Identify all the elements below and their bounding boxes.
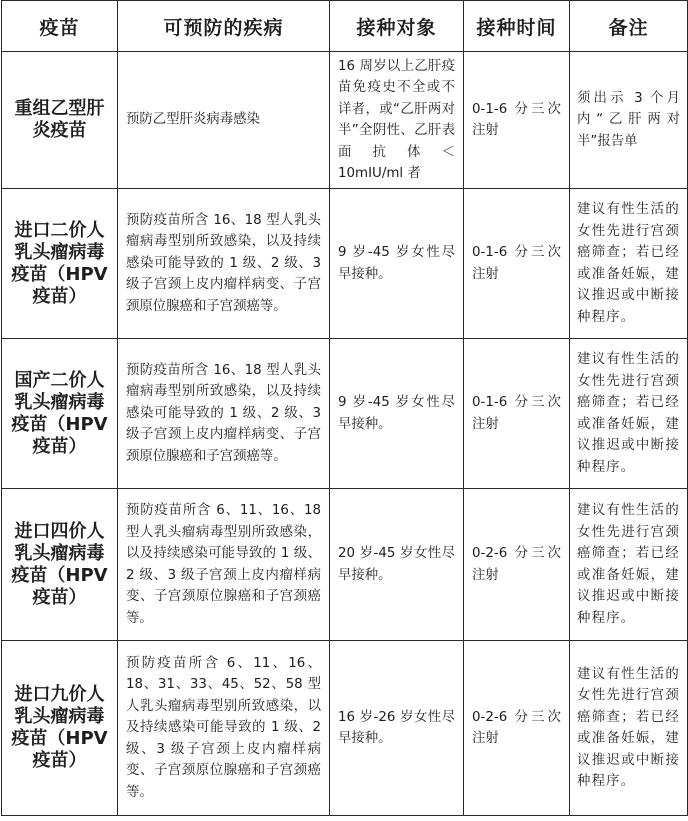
header-vaccine: 疫苗	[2, 1, 118, 52]
vaccine-name-cell: 重组乙型肝炎疫苗	[2, 52, 118, 189]
target-cell: 9 岁-45 岁女性尽早接种。	[330, 189, 464, 339]
table-row	[2, 489, 688, 641]
target-cell: 16 岁-26 岁女性尽早接种。	[330, 641, 464, 816]
note-cell: 建议有性生活的女性先进行宫颈癌筛查；若已经或准备妊娠，建议推迟或中断接种程序。	[570, 339, 688, 489]
note-cell: 须出示 3 个月内“乙肝两对半”报告单	[570, 52, 688, 189]
note-cell: 建议有性生活的女性先进行宫颈癌筛查；若已经或准备妊娠，建议推迟或中断接种程序。	[570, 641, 688, 816]
schedule-cell: 0-1-6 分三次注射	[464, 189, 570, 339]
table-header	[2, 1, 688, 52]
disease-cell: 预防疫苗所含 16、18 型人乳头瘤病毒型别所致感染，以及持续感染可能导致的 1 级、2 级、3 级子宫颈上皮内瘤样病变、子宫颈原位腺癌和子宫颈癌等。	[118, 339, 330, 489]
note-cell: 建议有性生活的女性先进行宫颈癌筛查；若已经或准备妊娠，建议推迟或中断接种程序。	[570, 489, 688, 641]
disease-cell: 预防疫苗所含 6、11、16、18 型人乳头瘤病毒型别所致感染，以及持续感染可能导致的 1 级、2 级、3 级子宫颈上皮内瘤样病变、子宫颈原位腺癌和子宫颈癌等。	[118, 489, 330, 641]
note-cell: 建议有性生活的女性先进行宫颈癌筛查；若已经或准备妊娠，建议推迟或中断接种程序。	[570, 189, 688, 339]
disease-cell: 预防乙型肝炎病毒感染	[118, 52, 330, 189]
header-schedule: 接种时间	[464, 1, 570, 52]
table-row	[2, 339, 688, 489]
vaccine-name-cell: 国产二价人乳头瘤病毒疫苗（HPV 疫苗）	[2, 339, 118, 489]
header-target: 接种对象	[330, 1, 464, 52]
schedule-cell: 0-2-6 分三次注射	[464, 489, 570, 641]
schedule-cell: 0-1-6 分三次注射	[464, 52, 570, 189]
schedule-cell: 0-1-6 分三次注射	[464, 339, 570, 489]
table-body	[2, 52, 688, 816]
header-disease: 可预防的疾病	[118, 1, 330, 52]
header-note: 备注	[570, 1, 688, 52]
target-cell: 20 岁-45 岁女性尽早接种。	[330, 489, 464, 641]
vaccine-name-cell: 进口四价人乳头瘤病毒疫苗（HPV 疫苗）	[2, 489, 118, 641]
table-row	[2, 52, 688, 189]
disease-cell: 预防疫苗所含 6、11、16、18、31、33、45、52、58 型人乳头瘤病毒型别所致感染，以及持续感染可能导致的 1 级、2 级、3 级子宫颈上皮内瘤样病变、子宫颈原位腺癌和子宫颈癌等。	[118, 641, 330, 816]
schedule-cell: 0-2-6 分三次注射	[464, 641, 570, 816]
target-cell: 16 周岁以上乙肝疫苗免疫史不全或不详者，或“乙肝两对半”全阴性、乙肝表面抗体＜10mIU/ml 者	[330, 52, 464, 189]
table-row	[2, 189, 688, 339]
vaccine-table	[1, 0, 688, 816]
table-row	[2, 641, 688, 816]
target-cell: 9 岁-45 岁女性尽早接种。	[330, 339, 464, 489]
vaccine-name-cell: 进口九价人乳头瘤病毒疫苗（HPV 疫苗）	[2, 641, 118, 816]
disease-cell: 预防疫苗所含 16、18 型人乳头瘤病毒型别所致感染，以及持续感染可能导致的 1 级、2 级、3 级子宫颈上皮内瘤样病变、子宫颈原位腺癌和子宫颈癌等。	[118, 189, 330, 339]
header-row	[2, 1, 688, 52]
vaccine-name-cell: 进口二价人乳头瘤病毒疫苗（HPV 疫苗）	[2, 189, 118, 339]
